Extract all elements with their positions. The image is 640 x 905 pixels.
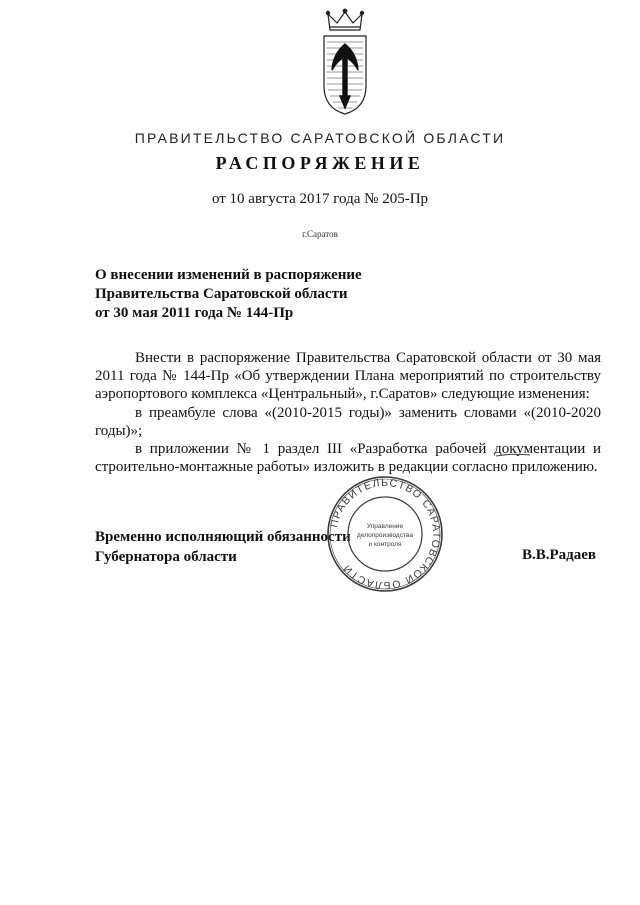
document-date-number: от 10 августа 2017 года № 205-Пр: [211, 191, 429, 207]
signatory-title-line: Временно исполняющий обязанности: [95, 529, 351, 545]
organization-name: ПРАВИТЕЛЬСТВО САРАТОВСКОЙ ОБЛАСТИ: [134, 130, 506, 146]
saratov-emblem-icon: [318, 8, 372, 118]
body-paragraph: в преамбуле слова «(2010-2015 годы)» заменить словами «(2010-2020 годы)»;: [95, 404, 601, 439]
signatory-title-line: Губернатора области: [95, 549, 237, 565]
official-stamp: [326, 475, 444, 593]
subject-line: от 30 мая 2011 года № 144-Пр: [95, 305, 294, 321]
subject-line: О внесении изменений в распоряжение: [95, 267, 362, 283]
signatory-title: [95, 527, 351, 567]
stamp-outer-text: ПРАВИТЕЛЬСТВО САРАТОВСКОЙ ОБЛАСТИ: [328, 476, 443, 592]
stamp-inner-line: делопроизводства: [357, 532, 413, 539]
pen-mark: [495, 453, 531, 457]
body-paragraph: в приложении № 1 раздел III «Разработка рабочей документации и строительно-монтажные работы» изложить в редакции согласно приложению.: [95, 441, 601, 476]
subject-line: Правительства Саратовской области: [95, 286, 348, 302]
body-paragraph: Внести в распоряжение Правительства Саратовской области от 30 мая 2011 года № 144-Пр «Об утверждении Плана мероприятий по строительству аэропортового комплекса «Центральный», г.Саратов» следующие изменения:: [95, 350, 601, 403]
document-city: г.Саратов: [302, 229, 338, 239]
stamp-inner-line: Управление: [366, 523, 404, 530]
document-body: [95, 349, 601, 476]
stamp-inner-line: и контроля: [368, 541, 402, 548]
document-type: РАСПОРЯЖЕНИЕ: [215, 153, 425, 173]
document-subject: [95, 266, 362, 323]
signatory-name: В.В.Радаев: [522, 547, 597, 563]
